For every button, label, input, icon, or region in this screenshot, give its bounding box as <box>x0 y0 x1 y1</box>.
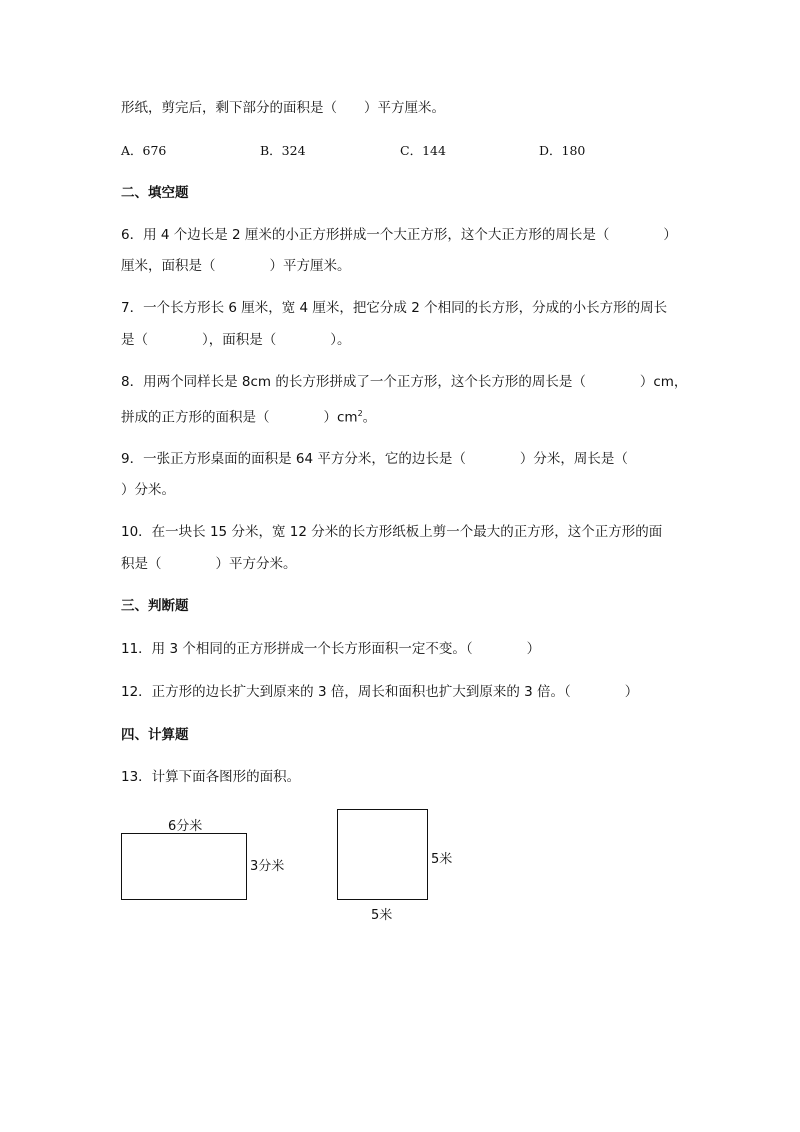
question-6-line-2: 厘米，面积是（ ）平方厘米。 <box>121 258 351 274</box>
question-10-line-1: 10．在一块长 15 分米，宽 12 分米的长方形纸板上剪一个最大的正方形，这个正方形的面 <box>121 524 663 540</box>
square-side-label: 5米 <box>431 852 453 867</box>
question-9-line-2: ）分米。 <box>121 482 175 498</box>
section-heading-true-false: 三、判断题 <box>121 598 189 614</box>
rectangle-shape <box>121 833 247 900</box>
question-8-line-1: 8．用两个同样长是 8cm 的长方形拼成了一个正方形，这个长方形的周长是（ ）cm， <box>121 374 688 390</box>
q8-superscript: 2 <box>357 409 363 418</box>
question-10-line-2: 积是（ ）平方分米。 <box>121 556 297 572</box>
section-heading-calculation: 四、计算题 <box>121 727 189 743</box>
option-a: A．676 <box>121 143 167 158</box>
question-6-line-1: 6．用 4 个边长是 2 厘米的小正方形拼成一个大正方形，这个大正方形的周长是（ ） <box>121 227 677 243</box>
q8-line2-end: 。 <box>362 409 377 426</box>
question-8-line-2 <box>121 404 376 428</box>
question-11: 11．用 3 个相同的正方形拼成一个长方形面积一定不变。（ ） <box>121 641 541 657</box>
question-12: 12．正方形的边长扩大到原来的 3 倍，周长和面积也扩大到原来的 3 倍。（ ） <box>121 684 639 700</box>
square-bottom-label: 5米 <box>371 908 393 923</box>
rectangle-top-label: 6分米 <box>168 819 203 834</box>
question-5-tail: 形纸，剪完后，剩下部分的面积是（ ）平方厘米。 <box>121 100 445 116</box>
rectangle-side-label: 3分米 <box>250 859 285 874</box>
question-7-line-2: 是（ ），面积是（ ）。 <box>121 332 351 348</box>
option-d: D．180 <box>539 143 586 158</box>
section-heading-fill-blank: 二、填空题 <box>121 185 189 201</box>
question-7-line-1: 7．一个长方形长 6 厘米，宽 4 厘米，把它分成 2 个相同的长方形，分成的小长方形的周长 <box>121 300 668 316</box>
question-9-line-1: 9．一张正方形桌面的面积是 64 平方分米，它的边长是（ ）分米，周长是（ <box>121 451 628 467</box>
q8-line2-text: 拼成的正方形的面积是（ ）cm <box>121 409 358 426</box>
question-13: 13．计算下面各图形的面积。 <box>121 769 301 785</box>
option-c: C．144 <box>400 143 446 158</box>
option-b: B．324 <box>260 143 306 158</box>
square-shape <box>337 809 428 900</box>
